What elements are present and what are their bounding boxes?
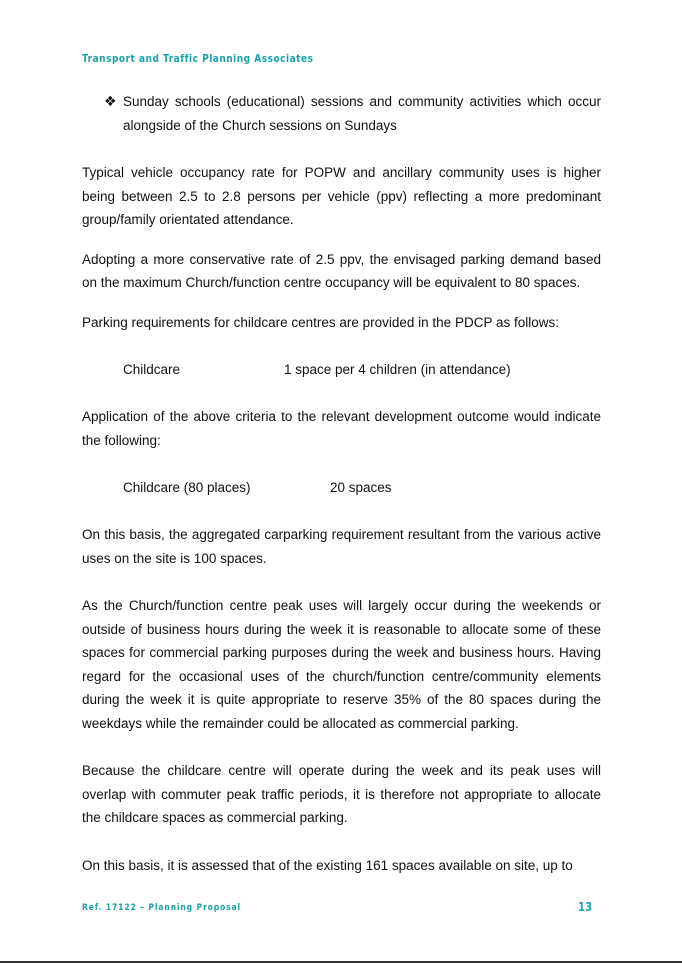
paragraph-application: Application of the above criteria to the relevant development outcome would indicate the following: — [82, 409, 601, 448]
header-company-name: Transport and Traffic Planning Associates — [82, 52, 314, 65]
bullet-text: Sunday schools (educational) sessions and community activities which occur alongside of the Church sessions on Sundays — [123, 94, 601, 133]
page-bottom-border — [0, 961, 682, 963]
result-row-label: Childcare (80 places) — [123, 480, 251, 495]
paragraph-assessment: On this basis, it is assessed that of the existing 161 spaces available on site, up to — [82, 857, 573, 873]
paragraph-aggregated-requirement: On this basis, the aggregated carparking requirement resultant from the various active uses on the site is 100 spaces. — [82, 527, 601, 566]
result-row — [82, 476, 601, 500]
paragraph-peak-uses: As the Church/function centre peak uses will largely occur during the weekends or outside of business hours during the week it is reasonable to allocate some of these spaces for commercial parking purposes during the week and business hours. Having regard for the occasional uses of the church/function centre/community elements during the week it is quite appropriate to reserve 35% of the 80 spaces during the weekdays while the remainder could be allocated as commercial parking. — [82, 598, 601, 731]
paragraph-childcare-allocation: Because the childcare centre will operate during the week and its peak uses will overlap with commuter peak traffic periods, it is therefore not appropriate to allocate the childcare spaces as commercial parking. — [82, 763, 601, 825]
bullet-item — [82, 90, 601, 137]
document-body — [82, 90, 601, 877]
footer-reference: Ref. 17122 – Planning Proposal — [82, 903, 242, 913]
result-row-value: 20 spaces — [330, 480, 392, 495]
paragraph-childcare-requirements: Parking requirements for childcare centres are provided in the PDCP as follows: — [82, 314, 559, 330]
page-number: 13 — [578, 900, 593, 914]
bullet-diamond-icon: ❖ — [104, 93, 117, 109]
paragraph-parking-demand: Adopting a more conservative rate of 2.5 ppv, the envisaged parking demand based on the maximum Church/function centre occupancy will be equivalent to 80 spaces. — [82, 251, 601, 290]
rate-row-label: Childcare — [123, 362, 181, 377]
rate-row-value: 1 space per 4 children (in attendance) — [284, 362, 511, 377]
paragraph-occupancy-rate: Typical vehicle occupancy rate for POPW and ancillary community uses is higher being between 2.5 to 2.8 persons per vehicle (ppv) reflecting a more predominant group/family orientated attendance. — [82, 165, 601, 227]
rate-row — [82, 358, 601, 382]
